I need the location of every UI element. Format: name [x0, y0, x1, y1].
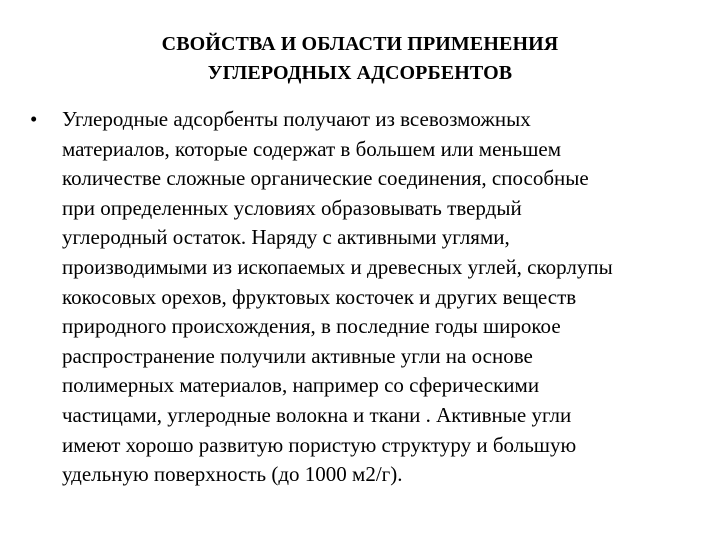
paragraph-line-5: углеродный остаток. Наряду с активными углями,	[62, 225, 510, 250]
bullet-item	[30, 105, 710, 490]
bullet-list	[30, 105, 710, 490]
title-line-1: СВОЙСТВА И ОБЛАСТИ ПРИМЕНЕНИЯ	[161, 33, 559, 55]
paragraph-line-1: Углеродные адсорбенты получают из всевозможных	[62, 107, 531, 131]
paragraph-line-8: природного происхождения, в последние годы широкое	[62, 314, 561, 339]
paragraph-line-3: количестве сложные органические соединения, способные	[62, 166, 589, 191]
paragraph-line-10: полимерных материалов, например со сферическими	[62, 373, 540, 398]
paragraph-line-11: частицами, углеродные волокна и ткани . Активные угли	[62, 402, 572, 427]
paragraph-line-6: производимыми из ископаемых и древесных углей, скорлупы	[62, 254, 613, 279]
paragraph-line-9: распространение получили активные угли на основе	[62, 343, 533, 368]
paragraph-line-13: удельную поверхность (до 1000 м2/г).	[62, 462, 403, 487]
paragraph-line-12: имеют хорошо развитую пористую структуру и большую	[62, 432, 577, 457]
title-line-2: УГЛЕРОДНЫХ АДСОРБЕНТОВ	[207, 62, 513, 84]
paragraph-line-7: кокосовых орехов, фруктовых косточек и других веществ	[62, 284, 577, 309]
bullet-marker: •	[30, 107, 38, 131]
slide-title	[60, 30, 660, 88]
paragraph-line-4: при определенных условиях образовывать твердый	[62, 195, 522, 220]
paragraph-line-2: материалов, которые содержат в большем или меньшем	[62, 136, 562, 161]
